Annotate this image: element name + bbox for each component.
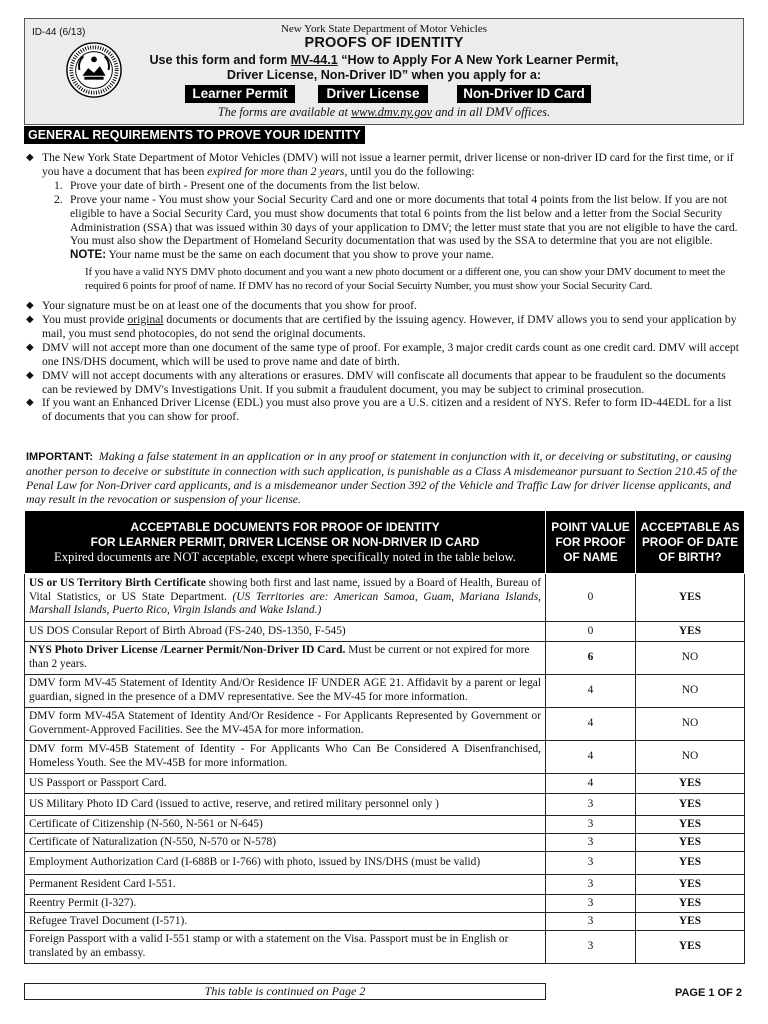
important-text: Making a false statement in an application or in any proof or statement in conjunction with it, or deceiving or substituting, or causing another person to deceive or substitute in connection with such application, is punishable as a Class A misdemeanor pursuant to Section 210.45 of the Penal Law for Non-Driver card applicants, and is a misdemeanor under Section 392 of the Vehicle and Traffic Law for driver license applicants, and may result in the revocation or suspension of your license. <box>26 449 737 506</box>
non-driver-id-label: Non-Driver ID Card <box>457 85 591 103</box>
point-value: 3 <box>546 913 636 931</box>
avail-prefix: The forms are available at <box>217 105 351 119</box>
bullet-text: Your signature must be on at least one of the documents that you show for proof. <box>42 299 417 313</box>
document-title: PROOFS OF IDENTITY <box>304 35 464 51</box>
document-description <box>25 774 546 794</box>
table-row <box>25 675 745 708</box>
dmv-document-note: If you have a valid NYS DMV photo document and you want a new photo document or a different one, you can show your DMV document to meet the required 6 points for proof of name. If DMV has no record of your Social Secuirty Number, you must show your Social Security Card. <box>85 266 726 292</box>
table-row <box>25 574 745 622</box>
dob-acceptable: YES <box>636 834 745 852</box>
document-text: Permanent Resident Card I-551. <box>29 877 176 890</box>
bullet-text: You must provide <box>42 312 128 326</box>
documents-table <box>24 510 745 964</box>
point-value: 3 <box>546 834 636 852</box>
document-text: DMV form MV-45B Statement of Identity - For Applicants Who Can Be Considered A Disenfranchised, Homeless Youth. See the MV-45B for more information. <box>29 743 541 769</box>
table-row <box>25 834 745 852</box>
sub-item <box>42 193 744 263</box>
original-emphasis: original <box>127 312 164 326</box>
instr-prefix: Use this form and form <box>149 53 291 67</box>
table-row <box>25 708 745 741</box>
document-text: Must be current or not expired for more than 2 years. <box>29 644 530 670</box>
document-text: Certificate of Naturalization (N-550, N-570 or N-578) <box>29 835 277 848</box>
application-types <box>185 85 625 103</box>
dob-acceptable: YES <box>636 913 745 931</box>
table-header-row <box>25 511 745 574</box>
point-value: 3 <box>546 875 636 895</box>
documents-column-header <box>25 511 546 574</box>
sub-text: Prove your name - You must show your Social Security Card and one or more documents that total 4 points from the list below. If you are not eligible to have a Social Security Card, you must show documents that total 6 points from the list below and a letter from the Social Security Administration (SSA) that was issued within 30 days of your application to DMV; the letter must state that you are not eligible to have the card. You must also show the Department of Homeland Security documentation that was used by the SSA to determine that you are not eligible. <box>70 192 738 248</box>
table-row <box>25 816 745 834</box>
list-item <box>26 341 744 369</box>
agency-name: New York State Department of Motor Vehicles <box>280 23 487 35</box>
document-name: US or US Territory Birth Certificate <box>29 577 206 590</box>
diamond-bullet-icon: ◆ <box>26 397 34 409</box>
header-line-2: FOR LEARNER PERMIT, DRIVER LICENSE OR NON-DRIVER ID CARD <box>90 534 480 549</box>
dob-acceptable: YES <box>636 931 745 964</box>
diamond-bullet-icon: ◆ <box>26 341 34 353</box>
document-text: US Passport or Passport Card. <box>29 776 167 789</box>
document-text: US Military Photo ID Card (issued to active, reserve, and retired military personnel only ) <box>29 797 439 810</box>
document-text: Reentry Permit (I-327). <box>29 896 137 909</box>
avail-suffix: and in all DMV offices. <box>432 105 551 119</box>
note-text: Your name must be the same on each document that you show to prove your name. <box>106 248 494 262</box>
dob-acceptable: YES <box>636 574 745 622</box>
bullet-text: documents or documents that are certified by the issuing agency. However, if DMV allows you to send your application by mail, you must send photocopies, do not send the original documents. <box>42 312 737 340</box>
bullet-text: If you want an Enhanced Driver License (EDL) you must also prove you are a U.S. citizen and a resident of NYS. Refer to form ID-44EDL for a list of documents that you can show for proof. <box>42 396 732 424</box>
document-text: Foreign Passport with a valid I-551 stamp or with a statement on the Visa. Passport must be in English or translated by an embassy. <box>29 933 509 959</box>
document-text: Refugee Travel Document (I-571). <box>29 914 188 927</box>
sub-number: 2. <box>54 192 63 206</box>
point-value: 3 <box>546 794 636 816</box>
table-row <box>25 913 745 931</box>
document-description <box>25 708 546 741</box>
form-mv-44-1-link[interactable]: MV-44.1 <box>290 53 338 67</box>
diamond-bullet-icon: ◆ <box>26 300 34 312</box>
dob-acceptable: NO <box>636 642 745 675</box>
list-item <box>26 369 744 397</box>
list-item <box>26 151 744 293</box>
document-text: DMV form MV-45A Statement of Identity And/Or Residence - For Applicants Represented by Government or Government-Approved Facilities. See the MV-45A for more information. <box>29 710 541 736</box>
table-row <box>25 852 745 875</box>
point-value: 3 <box>546 852 636 875</box>
dob-column-header: ACCEPTABLE AS PROOF OF DATE OF BIRTH? <box>636 511 745 574</box>
point-value: 4 <box>546 774 636 794</box>
document-description <box>25 931 546 964</box>
document-description <box>25 741 546 774</box>
driver-license-label: Driver License <box>318 85 428 103</box>
document-description <box>25 895 546 913</box>
page-number: PAGE 1 OF 2 <box>674 987 742 999</box>
section-title: GENERAL REQUIREMENTS TO PROVE YOUR IDENTITY <box>24 126 365 144</box>
point-value: 3 <box>546 895 636 913</box>
points-column-header: POINT VALUE FOR PROOF OF NAME <box>546 511 636 574</box>
dob-acceptable: YES <box>636 895 745 913</box>
bullet-text: DMV will not accept documents with any alterations or erasures. DMV will confiscate all documents that appear to be fraudulent so the documents can be reviewed by DMV's Investigations Unit. If you submit a fraudulent document, you may be subject to criminal prosecution. <box>42 368 726 396</box>
instr-suffix: “How to Apply For A New York Learner Permit, <box>337 53 619 67</box>
diamond-bullet-icon: ◆ <box>26 369 34 381</box>
availability-note <box>25 105 743 120</box>
point-value: 3 <box>546 816 636 834</box>
dob-acceptable: NO <box>636 675 745 708</box>
point-value: 0 <box>546 574 636 622</box>
header-line-1: ACCEPTABLE DOCUMENTS FOR PROOF OF IDENTITY <box>130 519 440 534</box>
instructions <box>25 53 743 83</box>
dob-acceptable: NO <box>636 708 745 741</box>
diamond-bullet-icon: ◆ <box>26 313 34 325</box>
dob-acceptable: YES <box>636 794 745 816</box>
table-continued-note: This table is continued on Page 2 <box>24 983 546 1000</box>
important-notice <box>26 449 742 506</box>
header-note: Expired documents are NOT acceptable, except where specifically noted in the table below. <box>54 549 516 564</box>
list-item <box>26 299 744 313</box>
point-value: 0 <box>546 622 636 642</box>
table-row <box>25 794 745 816</box>
bullet-text: DMV will not accept more than one document of the same type of proof. For example, 3 major credit cards count as one credit card. DMV will accept one INS/DHS document, which will be used to prove name and date of birth. <box>42 340 739 368</box>
point-value: 4 <box>546 741 636 774</box>
dmv-website-link[interactable]: www.dmv.ny.gov <box>350 105 433 119</box>
dob-acceptable: YES <box>636 774 745 794</box>
document-name: NYS Photo Driver License /Learner Permit/Non-Driver ID Card. <box>29 644 346 657</box>
expired-note: expired for more than 2 years <box>207 164 345 178</box>
document-description <box>25 852 546 875</box>
point-value: 6 <box>546 642 636 675</box>
point-value: 4 <box>546 675 636 708</box>
diamond-bullet-icon: ◆ <box>26 152 34 163</box>
important-label: IMPORTANT: <box>26 451 94 463</box>
table-row <box>25 741 745 774</box>
table-row <box>25 895 745 913</box>
document-description <box>25 816 546 834</box>
table-row <box>25 931 745 964</box>
document-description <box>25 675 546 708</box>
note-label: NOTE: <box>70 248 107 262</box>
document-description <box>25 834 546 852</box>
document-description <box>25 622 546 642</box>
dob-acceptable: YES <box>636 875 745 895</box>
dob-acceptable: YES <box>636 816 745 834</box>
document-text: Employment Authorization Card (I-688B or I-766) with photo, issued by INS/DHS (must be valid) <box>29 856 481 869</box>
document-description <box>25 913 546 931</box>
point-value: 3 <box>546 931 636 964</box>
bullet-text: The New York State Department of Motor Vehicles (DMV) will not issue a learner permit, driver license or non-driver ID card for the first time, or if you have a document that has been <box>42 151 734 178</box>
document-description <box>25 794 546 816</box>
bullet-text: , until you do the following: <box>344 164 475 178</box>
form-id: ID-44 (6/13) <box>32 27 86 38</box>
table-row <box>25 642 745 675</box>
document-note: (US Territories are: American Samoa, Guam, Mariana Islands, Marshall Islands, Puerto Rico, Virgin Islands and Wake Island.) <box>29 590 541 617</box>
point-value: 4 <box>546 708 636 741</box>
list-item <box>26 396 744 424</box>
requirements-list <box>26 151 744 424</box>
document-text: Certificate of Citizenship (N-560, N-561 or N-645) <box>29 817 263 830</box>
document-description <box>25 574 546 622</box>
dob-acceptable: YES <box>636 622 745 642</box>
table-row <box>25 774 745 794</box>
sub-number: 1. <box>54 178 63 192</box>
table-row <box>25 875 745 895</box>
document-text: US DOS Consular Report of Birth Abroad (FS-240, DS-1350, F-545) <box>29 624 346 637</box>
instr-line-2: Driver License, Non-Driver ID” when you apply for a: <box>226 68 542 82</box>
dob-acceptable: NO <box>636 741 745 774</box>
document-text: showing both first and last name, issued by a Board of Health, Bureau of Vital Statistics, or US State Department. <box>29 577 541 603</box>
sub-text: Prove your date of birth - Present one of the documents from the list below. <box>70 178 420 192</box>
learner-permit-label: Learner Permit <box>185 85 295 103</box>
document-text: DMV form MV-45 Statement of Identity And/Or Residence IF UNDER AGE 21. Affidavit by a parent or legal guardian, signed in the presence of a DMV representative. See the MV-45 for more information. <box>29 677 541 703</box>
table-row <box>25 622 745 642</box>
dob-acceptable: YES <box>636 852 745 875</box>
document-description <box>25 875 546 895</box>
sub-item <box>42 179 744 193</box>
form-header <box>24 18 744 125</box>
document-description <box>25 642 546 675</box>
list-item <box>26 313 744 341</box>
